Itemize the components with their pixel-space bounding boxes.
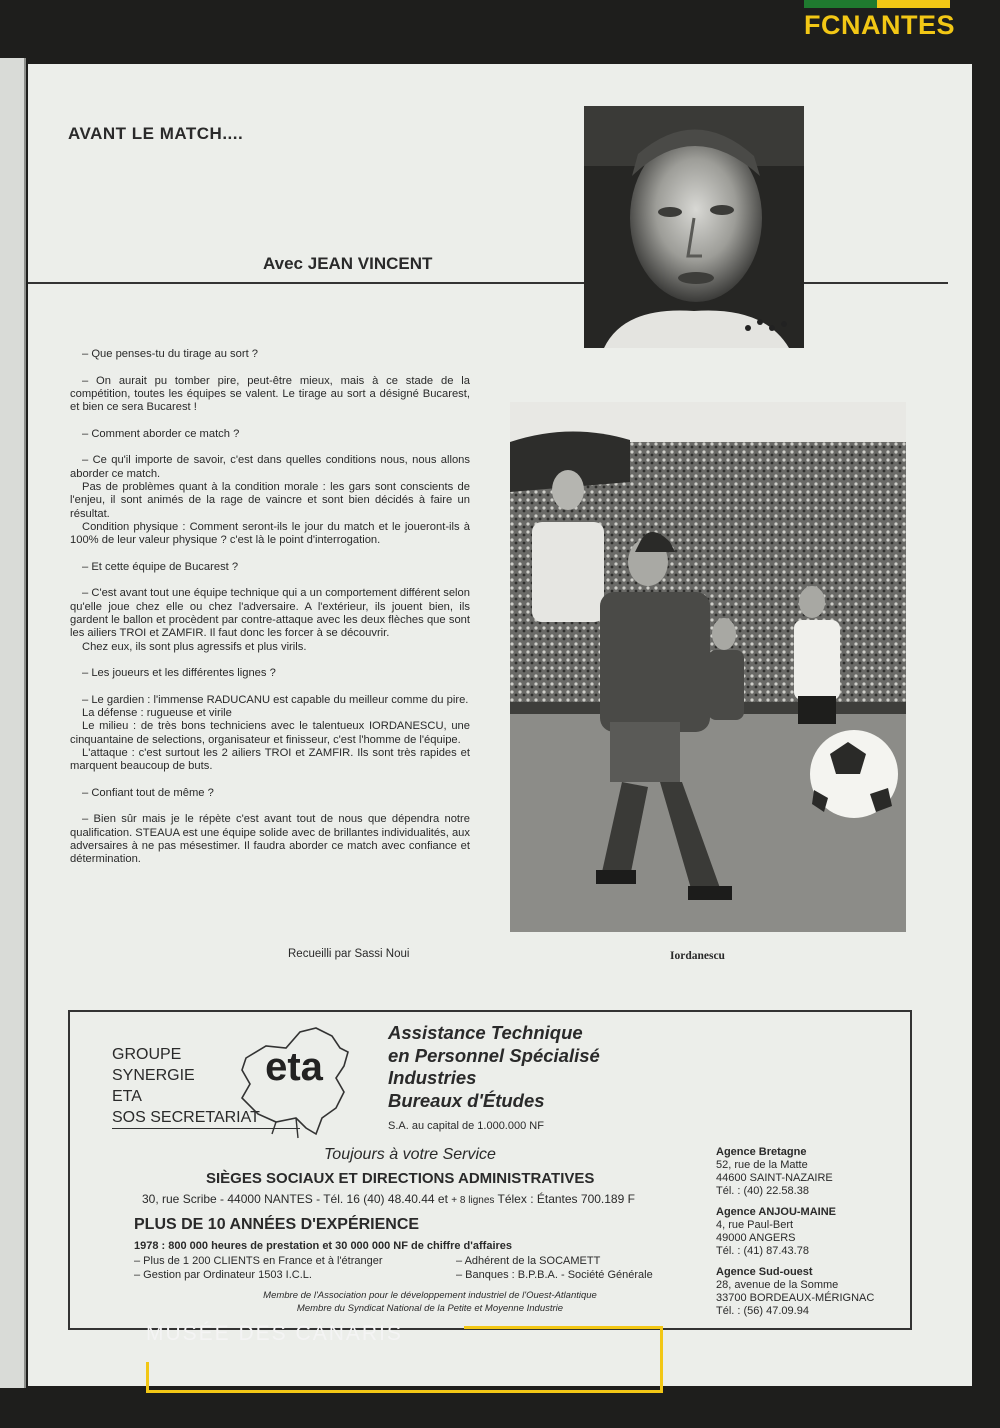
- eta-logo-letter: eta: [265, 1045, 323, 1089]
- europe-map-logo-icon: [236, 1018, 356, 1140]
- museum-watermark: MUSÉE DES CANARIS: [146, 1322, 403, 1345]
- experience-heading: PLUS DE 10 ANNÉES D'EXPÉRIENCE: [134, 1216, 420, 1233]
- bullets-left: – Plus de 1 200 CLIENTS en France et à l'étranger – Gestion par Ordinateur 1503 I.C.L.: [134, 1255, 383, 1281]
- toujours-line: Toujours à votre Service: [324, 1146, 496, 1163]
- article-byline: Avec JEAN VINCENT: [263, 254, 433, 273]
- watermark-frame: [464, 1326, 662, 1329]
- article-credit: Recueilli par Sassi Noui: [288, 948, 410, 960]
- agency-item: Agence Sud-ouest 28, avenue de la Somme 33700 BORDEAUX-MÉRIGNAC Tél. : (56) 47.09.94: [716, 1266, 875, 1317]
- watermark-frame: [146, 1390, 663, 1393]
- agency-item: Agence ANJOU-MAINE 4, rue Paul-Bert 49000 ANGERS Tél. : (41) 87.43.78: [716, 1206, 836, 1257]
- main-address: 30, rue Scribe - 44000 NANTES - Tél. 16 (40) 48.40.44 et + 8 lignes Télex : Étantes 700.189 F: [142, 1192, 635, 1206]
- portrait-photo: [584, 106, 804, 348]
- stats-line: 1978 : 800 000 heures de prestation et 30 000 000 NF de chiffre d'affaires: [134, 1240, 513, 1252]
- interview-paragraph: – Le gardien : l'immense RADUCANU est capable du meilleur comme du pire. La défense : rugueuse et virile Le milieu : de très bons techniciens avec le talentueux IORDANESCU, une cinquantaine de selections, organisateur et finisseur, c'est l'homme de l'équipe. L'attaque : c'est surtout les 2 ailiers TROI et ZAMFIR. Ils sont très rapides et marquent beaucoup de buts.: [70, 693, 470, 773]
- logo-color-bar: [804, 0, 950, 8]
- agency-item: Agence Bretagne 52, rue de la Matte 44600 SAINT-NAZAIRE Tél. : (40) 22.58.38: [716, 1146, 833, 1197]
- interview-paragraph: – Que penses-tu du tirage au sort ?: [82, 348, 259, 360]
- group-names: GROUPE SYNERGIE ETA SOS SECRETARIAT: [112, 1044, 300, 1129]
- interview-text: [70, 348, 470, 880]
- watermark-frame: [660, 1326, 663, 1392]
- photo-caption: Iordanescu: [670, 950, 725, 962]
- interview-paragraph: – Les joueurs et les différentes lignes ?: [82, 667, 276, 680]
- interview-paragraph: – On aurait pu tomber pire, peut-être mieux, mais à ce stade de la compétition, toutes les équipes se valent. Le tirage au sort a désigné Bucarest, et bien ce sera Bucarest !: [70, 374, 470, 414]
- magazine-page: [28, 64, 972, 1386]
- eta-slogan: Assistance Technique en Personnel Spécialisé Industries Bureaux d'Études: [388, 1022, 600, 1111]
- watermark-frame: [146, 1362, 149, 1393]
- header-rule: [28, 282, 948, 284]
- interview-paragraph: – Comment aborder ce match ?: [82, 427, 240, 440]
- sieges-heading: SIÈGES SOCIAUX ET DIRECTIONS ADMINISTRATIVES: [206, 1170, 595, 1187]
- eta-advertisement: [68, 1010, 912, 1330]
- interview-paragraph: – C'est avant tout une équipe technique qui a un comportement différent selon qu'elle joue chez elle ou chez l'adversaire. A l'extérieur, ils jouent bien, ils gardent le ballon et procèdent par contre-attaque avec les deux flèches que sont les ailiers TROI et ZAMFIR. Il faut donc les forcer à se découvrir. Chez eux, ils sont plus agressifs et plus virils.: [70, 587, 470, 653]
- bullets-right: – Adhérent de la SOCAMETT – Banques : B.P.B.A. - Société Générale: [456, 1255, 653, 1281]
- match-action-photo: [510, 402, 906, 932]
- article-kicker: AVANT LE MATCH....: [68, 124, 244, 143]
- interview-paragraph: – Et cette équipe de Bucarest ?: [82, 560, 239, 573]
- agency-list: [716, 1146, 874, 1326]
- left-page-edge: [0, 58, 26, 1388]
- capital-line: S.A. au capital de 1.000.000 NF: [388, 1120, 544, 1132]
- interview-paragraph: – Bien sûr mais je le répète c'est avant tout de nous que dépendra notre qualification. STEAUA est une équipe solide avec de brillantes individualités, aux adversaires à ne pas mésestimer. Il faudra aborder ce match avec confiance et détermination.: [70, 813, 470, 866]
- interview-paragraph: – Confiant tout de même ?: [82, 786, 214, 799]
- membership-lines: Membre de l'Association pour le développement industriel de l'Ouest-Atlantique Membre du Syndicat National de la Petite et Moyenne Industrie: [263, 1290, 597, 1314]
- interview-paragraph: – Ce qu'il importe de savoir, c'est dans quelles conditions nous, nous allons aborder ce match. Pas de problèmes quant à la condition morale : les gars sont conscients de l'enjeu, il sont animés de la rage de vaincre et sont bien décidés à faire un résultat. Condition physique : Comment seront-ils le jour du match et le joueront-ils à 100% de leur valeur physique ? c'est là le point d'interrogation.: [70, 454, 470, 547]
- fc-nantes-logo: FCNANTES: [804, 10, 955, 40]
